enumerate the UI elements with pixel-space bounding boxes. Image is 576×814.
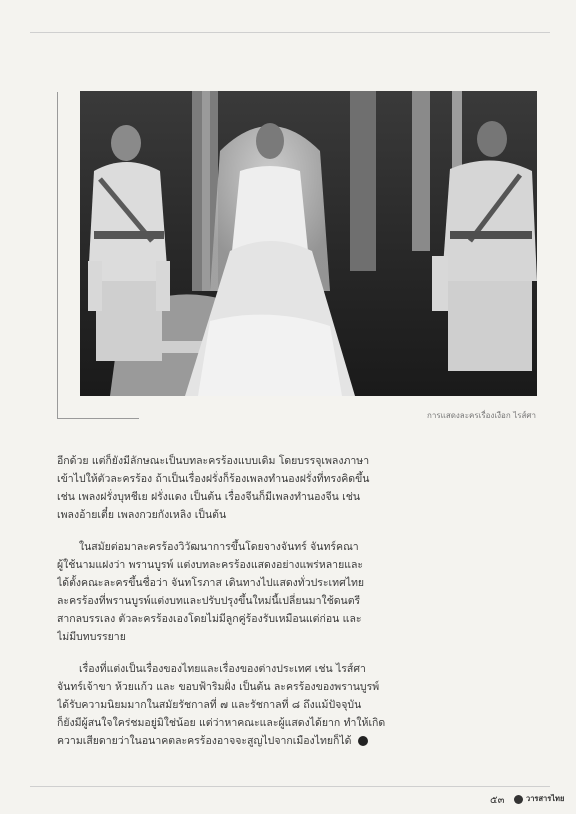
text-line: จันทร์เจ้าขา ห้วยแก้ว และ ขอบฟ้าริมฝั่ง เป็นต้น ละครร้องของพรานบูรพ์ <box>57 681 380 693</box>
text-line: ละครร้องที่พรานบูรพ์แต่งบทและปรับปรุงขึ้นใหม่นี้เปลี่ยนมาใช้ดนตรี <box>57 595 361 607</box>
text-line: ในสมัยต่อมาละครร้องวิวัฒนาการขึ้นโดยจางจันทร์ จันทร์คณา <box>79 541 359 553</box>
paragraph-2 <box>57 538 535 646</box>
photo-frame-line-vertical <box>57 92 58 419</box>
end-mark-icon <box>358 736 368 746</box>
text-line: ก็ยังมีผู้สนใจใคร่ชมอยู่มิใช่น้อย แต่ว่าหาคณะและผู้แสดงได้ยาก ทำให้เกิด <box>57 717 386 729</box>
photo-frame-line-horizontal <box>57 418 139 419</box>
text-line: เช่น เพลงฝรั่งบุหชีเย ฝรั่งแดง เป็นต้น เรื่องจีนก็มีเพลงทำนองจีน เช่น <box>57 491 361 503</box>
brand <box>514 793 564 805</box>
text-line: สากลบรรเลง ตัวละครร้องเองโดยไม่มีลูกคู่ร้องรับเหมือนแต่ก่อน และ <box>57 613 362 625</box>
text-line: ได้รับความนิยมมากในสมัยรัชกาลที่ ๗ และรัชกาลที่ ๘ ถึงแม้ปัจจุบัน <box>57 699 362 711</box>
paragraph-1 <box>57 452 535 524</box>
page-number: ๕๓ <box>490 795 505 806</box>
photo-illustration <box>80 91 537 396</box>
text-line: เข้าไปให้ตัวละครร้อง ถ้าเป็นเรื่องฝรั่งก็ร้องเพลงทำนองฝรั่งที่ทรงคิดขึ้น <box>57 473 370 485</box>
brand-name: วารสารไทย <box>526 794 565 803</box>
top-rule <box>30 32 550 33</box>
bottom-rule <box>30 786 550 787</box>
photo <box>80 91 537 396</box>
article-body <box>57 452 535 764</box>
brand-logo-icon <box>514 795 523 804</box>
photo-caption: การแสดงละครเรื่องเงือก ไรส์ศา <box>427 411 536 420</box>
paragraph-3 <box>57 660 535 750</box>
text-line: เรื่องที่แต่งเป็นเรื่องของไทยและเรื่องของต่างประเทศ เช่น ไรส์ศา <box>79 663 366 675</box>
text-line: ผู้ใช้นามแฝงว่า พรานบูรพ์ แต่งบทละครร้องแสดงอย่างแพร่หลายและ <box>57 559 364 571</box>
text-line: เพลงอ้ายเตี๋ย เพลงกวยกังเหลิง เป็นต้น <box>57 509 227 521</box>
text-line: ไม่มีบทบรรยาย <box>57 631 126 643</box>
text-line <box>57 732 535 750</box>
text-line: อีกด้วย แต่ก็ยังมีลักษณะเป็นบทละครร้องแบบเดิม โดยบรรจุเพลงภาษา <box>57 455 370 467</box>
text-line-content: ความเสียดายว่าในอนาคตละครร้องอาจจะสูญไปจากเมืองไทยก็ได้ <box>57 735 352 747</box>
text-line: ได้ตั้งคณะละครขึ้นชื่อว่า จันทโรภาส เดินทางไปแสดงทั่วประเทศไทย <box>57 577 365 589</box>
